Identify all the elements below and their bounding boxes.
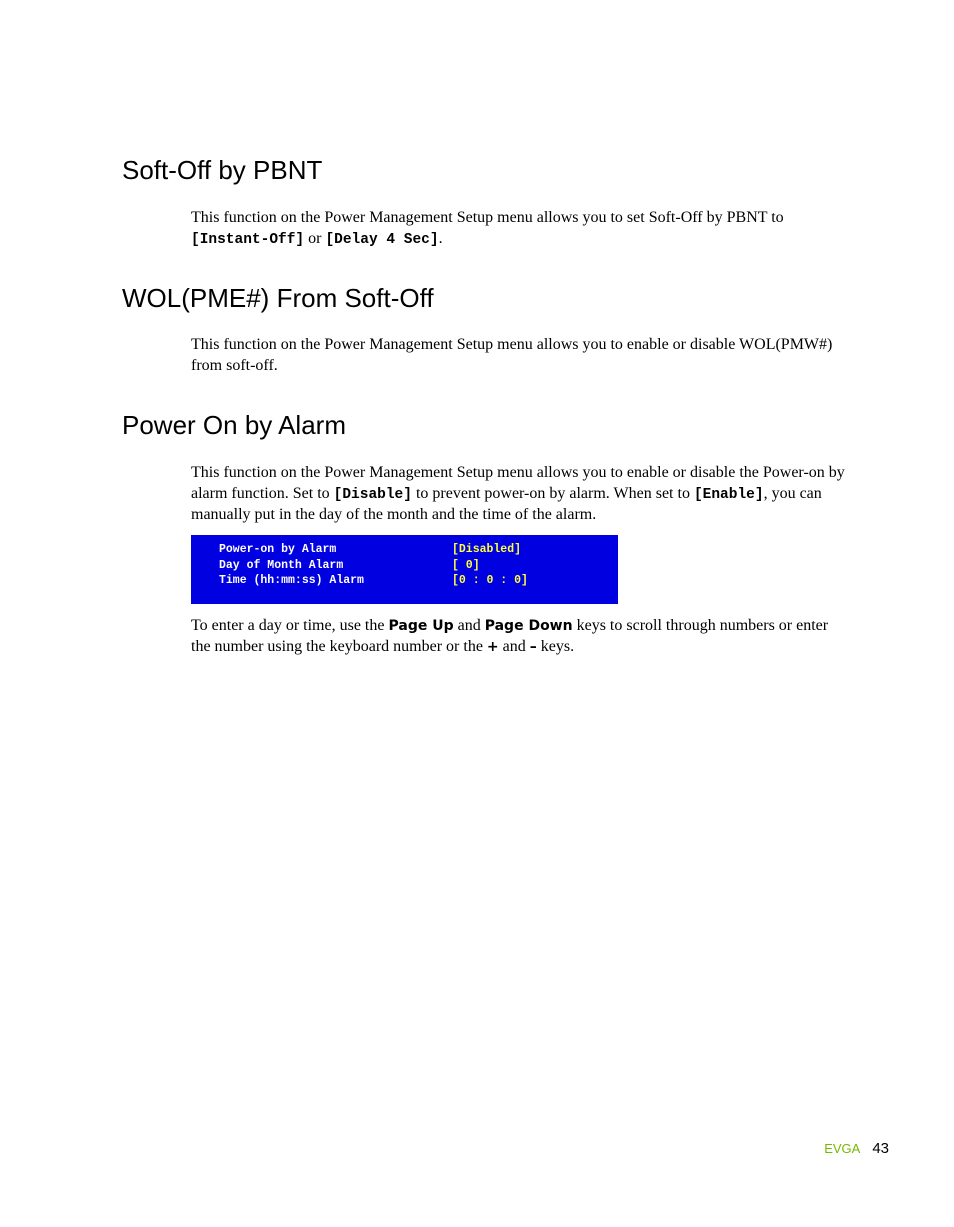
key-page-up: Page Up — [388, 618, 454, 634]
body-text: . — [438, 229, 443, 247]
bios-value: [ 0] — [452, 559, 480, 572]
bios-alarm-screen — [191, 535, 618, 604]
section-body-wol: This function on the Power Management Setup menu allows you to enable or disable WOL(PMW#) from soft-off. — [191, 336, 833, 374]
body-text: keys to scroll through numbers or enter the number using the keyboard number or the — [191, 617, 829, 655]
bios-value: [Disabled] — [452, 543, 522, 556]
body-text: and — [498, 637, 530, 655]
body-text: To enter a day or time, use the — [191, 617, 389, 634]
bios-label: Day of Month Alarm — [219, 559, 344, 572]
bios-row-time-alarm — [191, 573, 618, 589]
section-heading-soft-off: Soft-Off by PBNT — [122, 155, 323, 185]
key-page-down: Page Down — [484, 618, 573, 634]
bios-label: Time (hh:mm:ss) Alarm — [219, 574, 364, 587]
body-text: or — [304, 229, 326, 247]
bios-row-power-on-alarm — [191, 542, 618, 558]
body-text: and — [453, 617, 485, 634]
key-plus: + — [486, 638, 499, 655]
page-footer — [824, 1139, 889, 1159]
body-text: This function on the Power Management Setup menu allows you to enable or disable the Power-on by alarm function. Set to — [191, 464, 845, 502]
body-text: This function on the Power Management Setup menu allows you to set Soft-Off by PBNT to — [191, 209, 784, 226]
body-text: , you can manually put in the day of the month and the time of the alarm. — [191, 484, 822, 523]
section-body-soft-off — [191, 208, 851, 250]
option-instant-off: [Instant-Off] — [191, 231, 305, 248]
option-disable: [Disable] — [333, 486, 412, 503]
bios-label: Power-on by Alarm — [219, 543, 337, 556]
section-heading-power-on-alarm: Power On by Alarm — [122, 410, 346, 440]
option-delay-4-sec: [Delay 4 Sec] — [325, 231, 439, 248]
body-text: to prevent power-on by alarm. When set to — [411, 484, 694, 502]
key-minus: – — [529, 638, 537, 655]
page-number: 43 — [872, 1140, 889, 1157]
instructions-paragraph — [191, 616, 851, 657]
section-body-power-on-alarm — [191, 463, 851, 526]
body-text: keys. — [536, 637, 575, 655]
bios-row-day-of-month — [191, 558, 618, 574]
option-enable: [Enable] — [693, 486, 764, 503]
footer-brand: EVGA — [824, 1141, 861, 1156]
bios-value: [0 : 0 : 0] — [452, 574, 528, 587]
section-heading-wol: WOL(PME#) From Soft-Off — [122, 283, 434, 313]
